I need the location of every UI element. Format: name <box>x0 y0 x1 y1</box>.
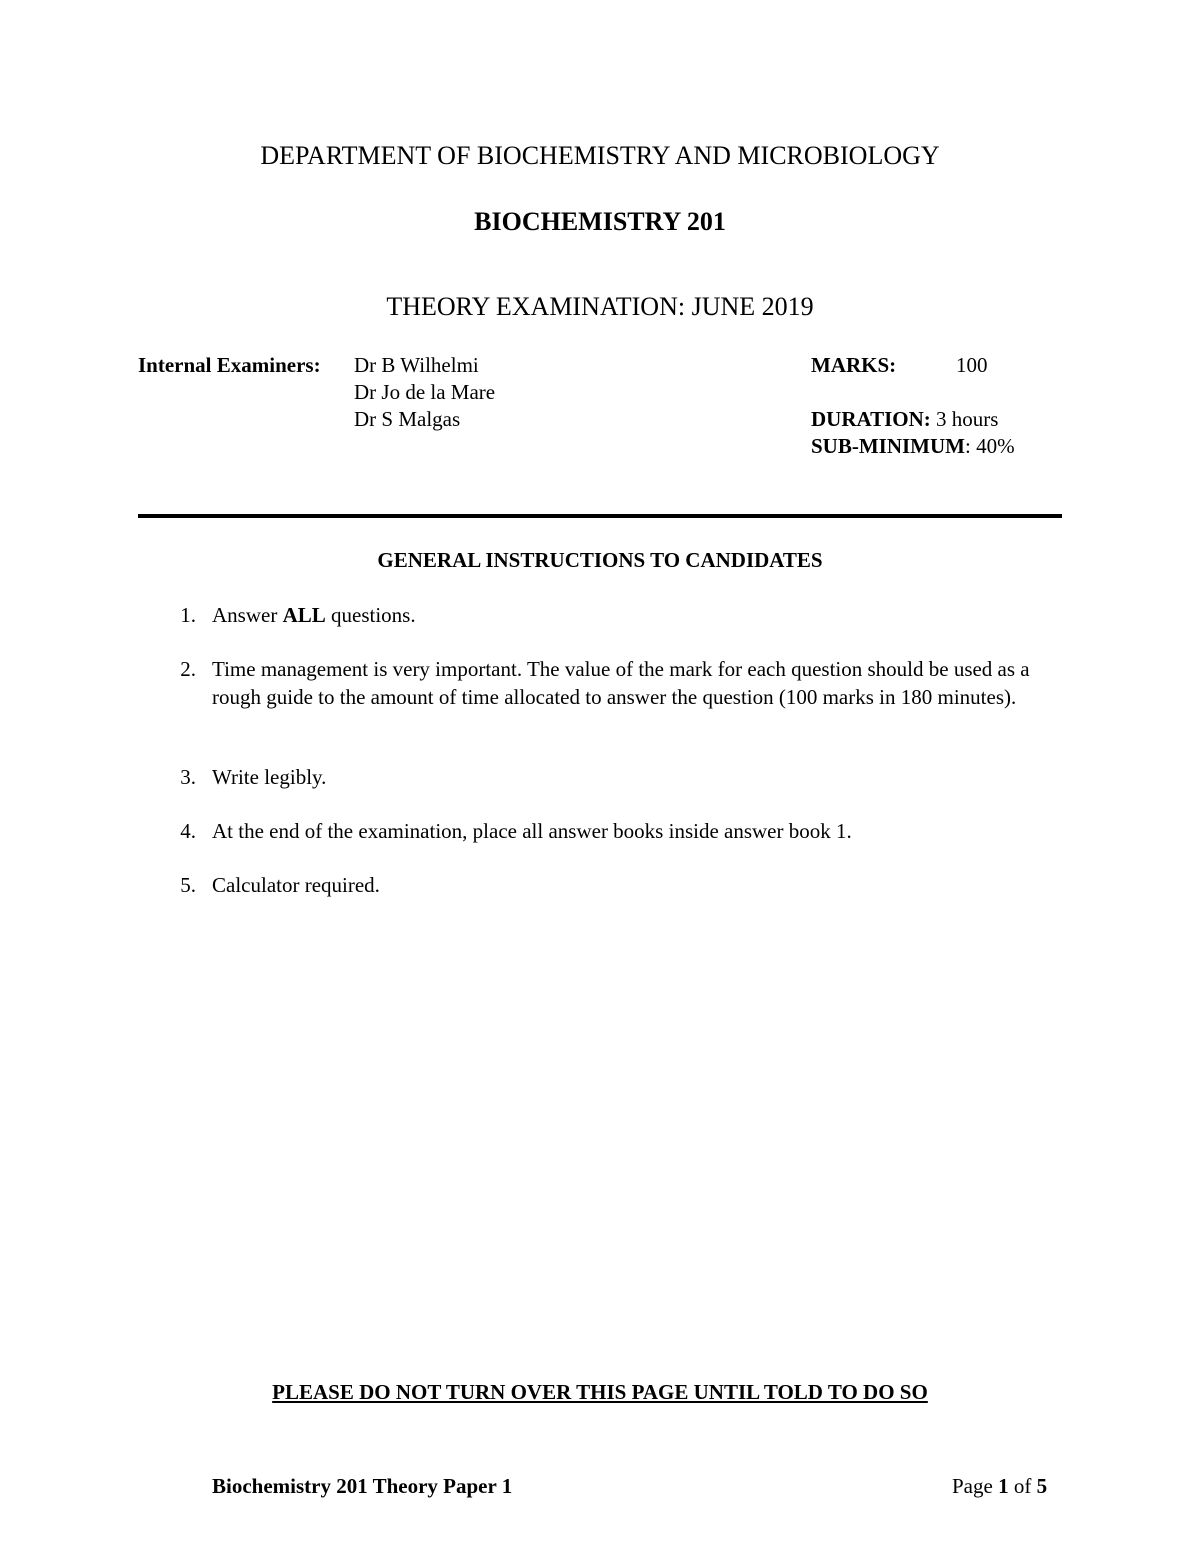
do-not-turn-warning: PLEASE DO NOT TURN OVER THIS PAGE UNTIL TOLD TO DO SO <box>272 1380 928 1404</box>
of-word: of <box>1008 1474 1037 1498</box>
instruction-number: 1. <box>180 603 196 627</box>
instructions-heading: GENERAL INSTRUCTIONS TO CANDIDATES <box>377 548 823 572</box>
subminimum-value: : 40% <box>964 434 1015 458</box>
instruction-text-part: questions. <box>325 603 416 627</box>
instruction-number: 4. <box>180 819 196 843</box>
instruction-text: Time management is very important. The value of the mark for each question should be used as a rough guide to the amount of time allocated to answer the question (100 marks in 180 minutes). <box>212 657 1030 709</box>
instruction-text <box>212 601 1052 629</box>
exam-title: THEORY EXAMINATION: JUNE 2019 <box>386 292 814 321</box>
subminimum-label: SUB-MINIMUM <box>811 434 965 458</box>
footer-title: Biochemistry 201 Theory Paper 1 <box>212 1474 513 1498</box>
instruction-emphasis: ALL <box>282 603 326 627</box>
examiner-3: Dr S Malgas <box>354 407 461 431</box>
course-title: BIOCHEMISTRY 201 <box>474 207 726 236</box>
instruction-number: 3. <box>180 765 196 789</box>
instruction-number: 2. <box>180 657 196 681</box>
examiner-1: Dr B Wilhelmi <box>354 353 479 377</box>
instruction-text: At the end of the examination, place all answer books inside answer book 1. <box>212 819 852 843</box>
subminimum-line <box>811 433 1015 460</box>
page-number <box>952 1474 1047 1499</box>
examiners-label: Internal Examiners: <box>138 353 321 377</box>
horizontal-divider <box>138 514 1062 518</box>
department-title: DEPARTMENT OF BIOCHEMISTRY AND MICROBIOLOGY <box>260 141 940 170</box>
duration-line <box>811 406 998 433</box>
marks-value: 100 <box>956 353 988 377</box>
duration-value: 3 hours <box>930 407 999 431</box>
examiner-2: Dr Jo de la Mare <box>354 380 496 404</box>
instruction-text: Write legibly. <box>212 765 327 789</box>
marks-label: MARKS: <box>811 353 897 377</box>
page-word: Page <box>952 1474 999 1498</box>
total-pages: 5 <box>1036 1474 1048 1498</box>
instruction-number: 5. <box>180 873 196 897</box>
duration-label: DURATION: <box>811 407 931 431</box>
instruction-text-part: Answer <box>212 603 283 627</box>
current-page: 1 <box>998 1474 1009 1498</box>
instruction-text: Calculator required. <box>212 873 380 897</box>
